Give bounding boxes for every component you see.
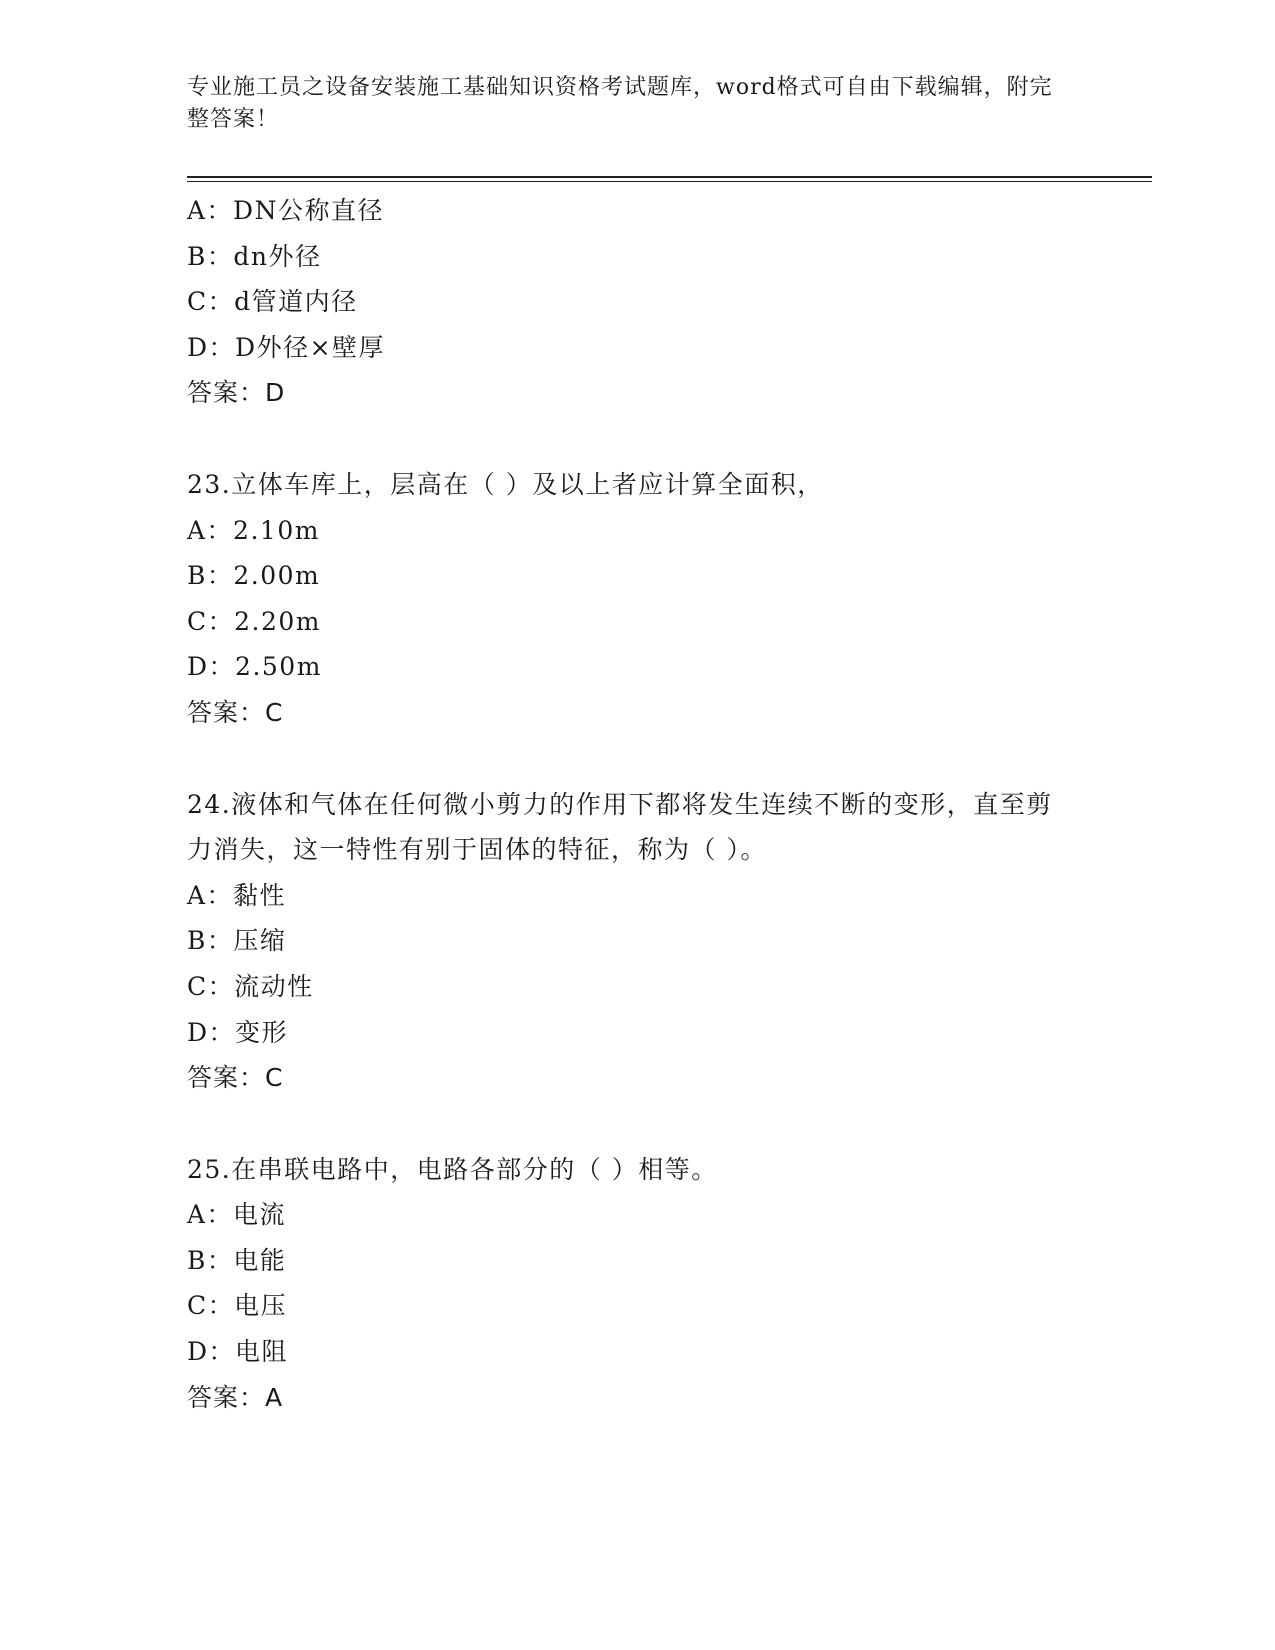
question-text: 25.在串联电路中，电路各部分的（ ）相等。 [187, 1154, 718, 1184]
document-header: 专业施工员之设备安装施工基础知识资格考试题库，word格式可自由下载编辑，附完整答案！ [187, 75, 1053, 132]
option-d: D：2.50m [187, 652, 322, 682]
option-c: C：2.20m [187, 606, 321, 636]
option-b: B：2.00m [187, 561, 321, 591]
question-block-25 [187, 1147, 1087, 1421]
header-divider-thick [187, 176, 1152, 178]
question-text: 23.立体车库上，层高在（ ）及以上者应计算全面积， [187, 469, 824, 499]
option-a: A：DN公称直径 [187, 196, 384, 225]
carryover-block [187, 188, 1087, 416]
option-a: A：2.10m [187, 515, 320, 545]
option-b: B：电能 [187, 1245, 287, 1275]
option-d: D：电阻 [187, 1337, 289, 1367]
spacer [187, 416, 1087, 462]
option-b: B：压缩 [187, 926, 287, 956]
answer-line: 答案：C [187, 697, 284, 727]
header-divider-thin [187, 181, 1152, 182]
question-content [187, 188, 1087, 1420]
question-block-24 [187, 782, 1087, 1101]
spacer [187, 736, 1087, 782]
answer-line: 答案：D [187, 378, 286, 408]
spacer [187, 1101, 1087, 1147]
option-d: D：D外径×壁厚 [187, 332, 386, 362]
answer-line: 答案：C [187, 1063, 284, 1093]
option-a: A：黏性 [187, 880, 287, 910]
option-c: C：电压 [187, 1291, 288, 1321]
option-c: C：流动性 [187, 971, 314, 1001]
question-block-23 [187, 462, 1087, 736]
question-text: 24.液体和气体在任何微小剪力的作用下都将发生连续不断的变形，直至剪力消失，这一特性有别于固体的特征，称为（ ）。 [187, 789, 1053, 865]
option-b: B：dn外径 [187, 241, 322, 271]
option-c: C：d管道内径 [187, 287, 358, 317]
answer-line: 答案：A [187, 1382, 284, 1412]
option-a: A：电流 [187, 1200, 287, 1230]
option-d: D：变形 [187, 1017, 289, 1047]
